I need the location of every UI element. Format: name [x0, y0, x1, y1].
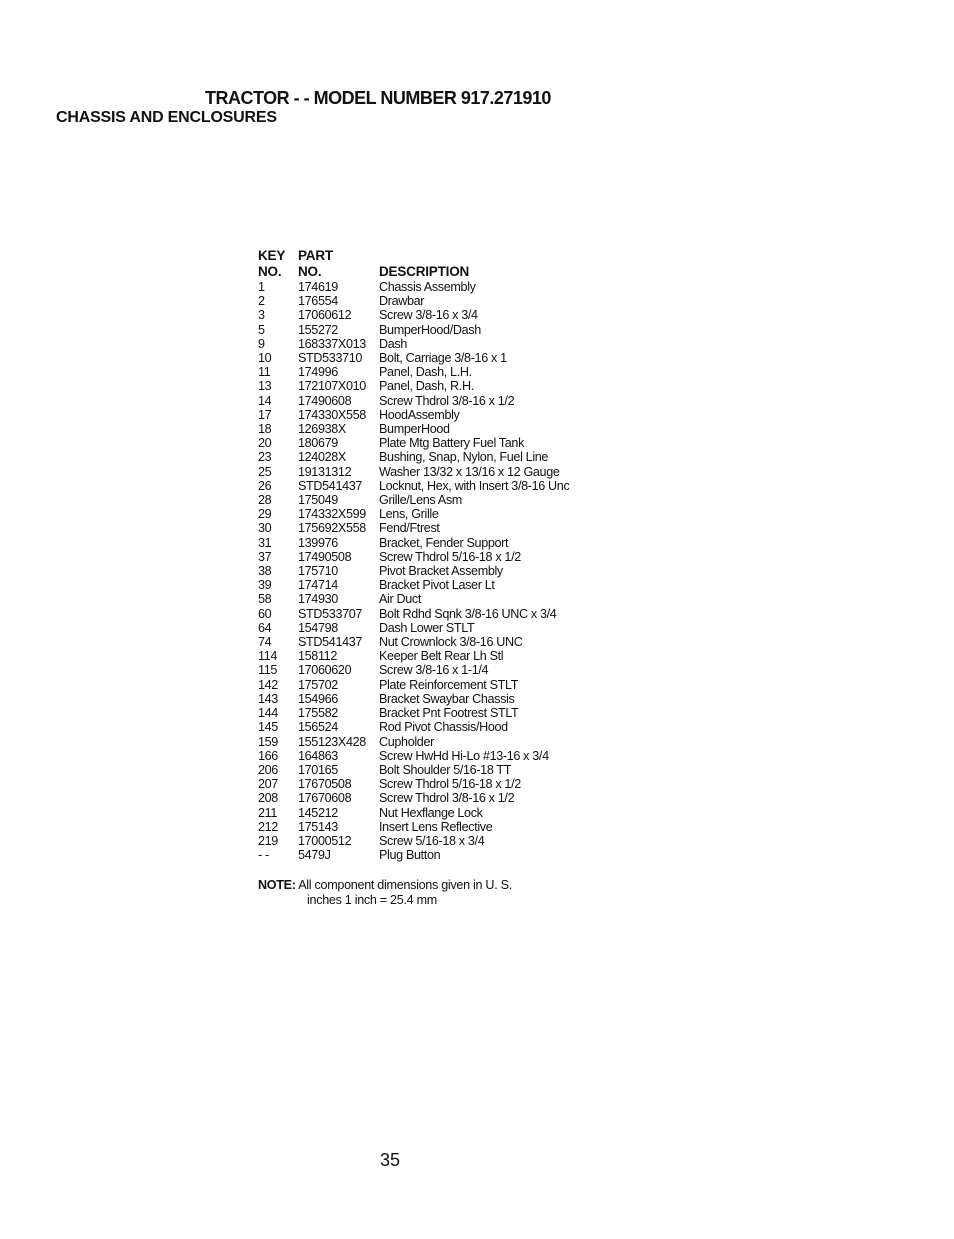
part-no-cell: 17000512	[298, 833, 352, 848]
page-number: 35	[380, 1150, 401, 1170]
part-no-cell: 155272	[298, 322, 338, 337]
parts-table-body	[258, 280, 619, 862]
key-no-cell: 10	[258, 351, 272, 366]
table-row	[258, 706, 619, 720]
part-no-cell: 174714	[298, 578, 338, 593]
table-row	[258, 550, 619, 564]
part-no-cell: STD541437	[298, 478, 363, 493]
description-cell: Bushing, Snap, Nylon, Fuel Line	[379, 450, 549, 465]
key-no-cell: 5	[258, 322, 265, 337]
part-no-cell: 19131312	[298, 464, 352, 479]
part-no-cell: 154798	[298, 620, 338, 635]
part-no-cell: 176554	[298, 294, 338, 309]
key-no-cell: 74	[258, 635, 272, 650]
key-no-cell: 14	[258, 393, 272, 408]
part-no-cell: 172107X010	[298, 379, 366, 394]
part-no-cell: STD533710	[298, 351, 363, 366]
table-row	[258, 749, 619, 763]
description-cell: Nut Crownlock 3/8-16 UNC	[379, 635, 523, 650]
key-no-cell: 38	[258, 564, 272, 579]
key-no-cell: 30	[258, 521, 272, 536]
table-row	[258, 607, 619, 621]
table-row	[258, 663, 619, 677]
key-no-cell: 58	[258, 592, 272, 607]
table-row	[258, 465, 619, 479]
key-no-cell: 25	[258, 464, 272, 479]
key-no-cell: 208	[258, 791, 278, 806]
table-row	[258, 692, 619, 706]
key-no-cell: 23	[258, 450, 272, 465]
description-cell: Bolt Rdhd Sqnk 3/8-16 UNC x 3/4	[379, 606, 557, 621]
table-row	[258, 337, 619, 351]
table-row	[258, 294, 619, 308]
description-cell: Fend/Ftrest	[379, 521, 440, 536]
part-no-cell: STD533707	[298, 606, 363, 621]
key-no-cell: 29	[258, 507, 272, 522]
table-row	[258, 394, 619, 408]
table-row	[258, 280, 619, 294]
description-cell: Rod Pivot Chassis/Hood	[379, 720, 508, 735]
table-row	[258, 777, 619, 791]
part-no-cell: 145212	[298, 805, 338, 820]
description-cell: Screw 5/16-18 x 3/4	[379, 833, 485, 848]
part-no-header	[298, 244, 379, 280]
key-no-cell: 18	[258, 422, 272, 437]
table-row	[258, 450, 619, 464]
part-no-cell: 175710	[298, 564, 338, 579]
description-cell: Plate Mtg Battery Fuel Tank	[379, 436, 525, 451]
key-no-cell: 2	[258, 294, 265, 309]
description-cell: Insert Lens Reflective	[379, 819, 493, 834]
part-no-cell: 174619	[298, 280, 338, 294]
table-row	[258, 536, 619, 550]
description-cell: Bracket Swaybar Chassis	[379, 691, 515, 706]
table-row	[258, 351, 619, 365]
table-header-row	[258, 244, 619, 280]
description-cell: Dash Lower STLT	[379, 620, 475, 635]
part-no-cell: 175143	[298, 819, 338, 834]
part-no-cell: 17060612	[298, 308, 352, 323]
table-row	[258, 649, 619, 663]
key-no-cell: 28	[258, 493, 272, 508]
description-cell: Nut Hexflange Lock	[379, 805, 483, 820]
description-cell: Lens, Grille	[379, 507, 439, 522]
description-cell: Pivot Bracket Assembly	[379, 564, 503, 579]
key-no-cell: 143	[258, 691, 278, 706]
part-no-cell: 17670608	[298, 791, 352, 806]
key-header-line2: NO.	[258, 264, 282, 279]
note-line2: inches 1 inch = 25.4 mm	[307, 892, 437, 907]
description-cell: BumperHood	[379, 422, 450, 437]
description-cell: BumperHood/Dash	[379, 322, 481, 337]
table-row	[258, 564, 619, 578]
key-no-cell: 3	[258, 308, 265, 323]
key-no-cell: 37	[258, 549, 272, 564]
table-row	[258, 720, 619, 734]
key-no-cell: 20	[258, 436, 272, 451]
description-cell: Bolt, Carriage 3/8-16 x 1	[379, 351, 507, 366]
description-cell: Cupholder	[379, 734, 434, 749]
description-cell: Plate Reinforcement STLT	[379, 677, 519, 692]
key-no-cell: 26	[258, 478, 272, 493]
note	[258, 878, 512, 907]
part-no-cell: 17490608	[298, 393, 352, 408]
table-row	[258, 820, 619, 834]
part-no-cell: 175692X558	[298, 521, 366, 536]
part-no-cell: 5479J	[298, 848, 331, 863]
description-cell: Drawbar	[379, 294, 425, 309]
part-header-line2: NO.	[298, 264, 322, 279]
description-cell: Grille/Lens Asm	[379, 493, 462, 508]
note-text-line1: All component dimensions given in U. S.	[298, 878, 512, 892]
key-header-line1: KEY	[258, 248, 286, 263]
table-row	[258, 791, 619, 805]
description-cell: Screw Thdrol 5/16-18 x 1/2	[379, 777, 521, 792]
table-row	[258, 678, 619, 692]
key-no-cell: 114	[258, 649, 278, 664]
key-no-cell: 13	[258, 379, 272, 394]
description-cell: Plug Button	[379, 848, 441, 863]
table-row	[258, 507, 619, 521]
part-no-cell: 164863	[298, 748, 338, 763]
table-row	[258, 578, 619, 592]
table-row	[258, 521, 619, 535]
note-label: NOTE:	[258, 878, 296, 892]
part-no-cell: 174930	[298, 592, 338, 607]
key-no-cell: 11	[258, 365, 271, 380]
key-no-cell: 9	[258, 336, 265, 351]
description-cell: Screw Thdrol 5/16-18 x 1/2	[379, 549, 521, 564]
table-row	[258, 323, 619, 337]
part-no-cell: 174330X558	[298, 407, 366, 422]
description-cell: Bracket Pnt Footrest STLT	[379, 706, 519, 721]
description-cell: Bracket, Fender Support	[379, 535, 509, 550]
table-row	[258, 308, 619, 322]
part-no-cell: 158112	[298, 649, 337, 664]
key-no-cell: 60	[258, 606, 272, 621]
part-no-cell: 156524	[298, 720, 338, 735]
table-row	[258, 479, 619, 493]
part-no-cell: 175702	[298, 677, 338, 692]
description-cell: Bolt Shoulder 5/16-18 TT	[379, 762, 512, 777]
part-no-cell: STD541437	[298, 635, 363, 650]
table-row	[258, 635, 619, 649]
table-row	[258, 848, 619, 862]
description-cell: Screw 3/8-16 x 3/4	[379, 308, 478, 323]
description-cell: Washer 13/32 x 13/16 x 12 Gauge	[379, 464, 560, 479]
table-row	[258, 379, 619, 393]
description-cell: Keeper Belt Rear Lh Stl	[379, 649, 504, 664]
table-row	[258, 834, 619, 848]
key-no-cell: 31	[258, 535, 272, 550]
table-row	[258, 735, 619, 749]
description-cell: Screw Thdrol 3/8-16 x 1/2	[379, 791, 515, 806]
part-no-cell: 170165	[298, 762, 338, 777]
description-cell: HoodAssembly	[379, 407, 460, 422]
key-no-cell: 39	[258, 578, 272, 593]
key-no-cell: 207	[258, 777, 278, 792]
table-row	[258, 763, 619, 777]
part-header-line1: PART	[298, 248, 333, 263]
parts-table	[258, 244, 619, 862]
section-subtitle: CHASSIS AND ENCLOSURES	[56, 109, 277, 126]
part-no-cell: 17490508	[298, 549, 352, 564]
part-no-cell: 126938X	[298, 422, 346, 437]
part-no-cell: 175582	[298, 706, 338, 721]
table-row	[258, 621, 619, 635]
description-header-label: DESCRIPTION	[379, 264, 470, 279]
key-no-cell: 212	[258, 819, 278, 834]
table-row	[258, 408, 619, 422]
description-cell: Chassis Assembly	[379, 280, 476, 294]
table-row	[258, 592, 619, 606]
description-cell: Locknut, Hex, with Insert 3/8-16 Unc	[379, 478, 570, 493]
part-no-cell: 17670508	[298, 777, 352, 792]
page-title: TRACTOR - - MODEL NUMBER 917.271910	[205, 88, 551, 108]
key-no-cell: 219	[258, 833, 278, 848]
key-no-cell: 17	[258, 407, 272, 422]
description-cell: Panel, Dash, L.H.	[379, 365, 472, 380]
table-row	[258, 806, 619, 820]
key-no-cell: 166	[258, 748, 278, 763]
part-no-cell: 175049	[298, 493, 338, 508]
key-no-cell: 1	[258, 280, 265, 294]
key-no-cell: 64	[258, 620, 272, 635]
description-cell: Air Duct	[379, 592, 421, 607]
description-cell: Bracket Pivot Laser Lt	[379, 578, 495, 593]
part-no-cell: 174996	[298, 365, 338, 380]
table-row	[258, 365, 619, 379]
part-no-cell: 139976	[298, 535, 338, 550]
key-no-cell: 142	[258, 677, 278, 692]
table-row	[258, 422, 619, 436]
note-line1	[258, 878, 512, 893]
part-no-cell: 154966	[298, 691, 338, 706]
key-no-cell: 144	[258, 706, 278, 721]
part-no-cell: 124028X	[298, 450, 346, 465]
key-no-cell: 145	[258, 720, 278, 735]
key-no-cell: 211	[258, 805, 278, 820]
description-cell: Dash	[379, 336, 407, 351]
part-no-cell: 17060620	[298, 663, 352, 678]
table-row	[258, 436, 619, 450]
key-no-cell: 159	[258, 734, 278, 749]
description-cell: Panel, Dash, R.H.	[379, 379, 474, 394]
part-no-cell: 180679	[298, 436, 338, 451]
key-no-header	[258, 244, 298, 280]
table-row	[258, 493, 619, 507]
part-no-cell: 174332X599	[298, 507, 366, 522]
description-cell: Screw Thdrol 3/8-16 x 1/2	[379, 393, 515, 408]
description-cell: Screw HwHd Hi-Lo #13-16 x 3/4	[379, 748, 549, 763]
key-no-cell: 206	[258, 762, 278, 777]
part-no-cell: 168337X013	[298, 336, 366, 351]
description-cell: Screw 3/8-16 x 1-1/4	[379, 663, 489, 678]
key-no-cell: - -	[258, 848, 269, 863]
description-header	[379, 244, 619, 280]
part-no-cell: 155123X428	[298, 734, 366, 749]
key-no-cell: 115	[258, 663, 278, 678]
